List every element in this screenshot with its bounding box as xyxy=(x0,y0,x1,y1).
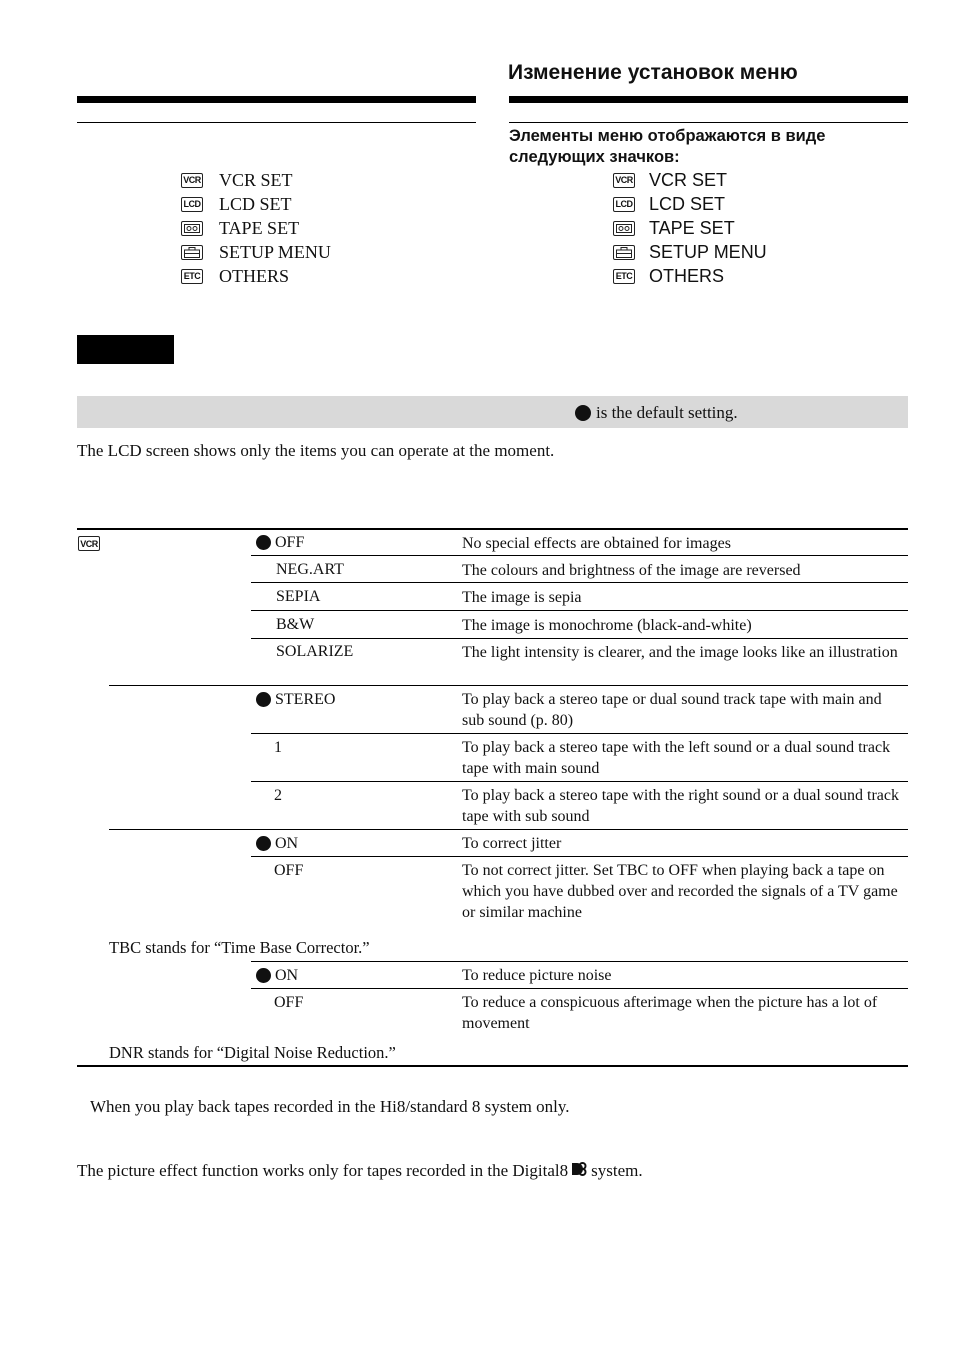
default-note-text: is the default setting. xyxy=(596,403,738,422)
setting-meaning: The image is monochrome (black-and-white) xyxy=(462,617,752,634)
setting-label: STEREO xyxy=(275,691,336,708)
intro-text-ru: Элементы меню отображаются в виде следующих значков: xyxy=(509,127,826,166)
setting-meaning: To reduce a conspicuous afterimage when the picture has a lot of movement xyxy=(462,994,878,1032)
icon-label: LCD SET xyxy=(219,193,292,214)
setting-label: 2 xyxy=(274,787,282,804)
setting-label: SEPIA xyxy=(276,588,321,605)
setting-label: 1 xyxy=(274,739,282,756)
setting-value xyxy=(256,689,335,710)
icon-row-tape xyxy=(613,216,767,240)
icon-row-lcd xyxy=(613,192,767,216)
row-divider xyxy=(251,555,908,556)
icon-label: OTHERS xyxy=(219,265,290,286)
setting-meaning: To play back a stereo tape or dual sound track tape with main and sub sound (p. 80) xyxy=(462,691,882,729)
left-thin-rule xyxy=(77,122,476,123)
row-divider xyxy=(251,781,908,782)
icon-row-etc xyxy=(613,264,767,288)
icon-row-etc xyxy=(181,264,331,288)
row-divider xyxy=(251,582,908,583)
default-setting-note xyxy=(575,403,738,423)
default-dot-icon xyxy=(256,968,271,983)
setting-label: SOLARIZE xyxy=(276,643,354,660)
setting-value xyxy=(256,965,298,986)
right-thick-rule xyxy=(509,96,908,103)
vcr-icon: VCR xyxy=(78,536,100,551)
footnote-text: The picture effect function works only for tapes recorded in the Digital8 xyxy=(77,1161,569,1180)
toolbox-icon xyxy=(613,245,635,260)
row-divider xyxy=(251,610,908,611)
icon-list-en xyxy=(181,168,331,288)
row-divider xyxy=(251,988,908,989)
setting-meaning: To not correct jitter. Set TBC to OFF when playing back a tape on which you have dubbed over and recorded the signals of a TV game or similar machine xyxy=(462,862,898,921)
setting-value xyxy=(256,833,298,854)
footnote-hi8: When you play back tapes recorded in the Hi8/standard 8 system only. xyxy=(90,1097,570,1116)
lcd-icon: LCD xyxy=(613,197,635,212)
setting-meaning: To correct jitter xyxy=(462,835,562,852)
icon-row-tape xyxy=(181,216,331,240)
icon-row-lcd xyxy=(181,192,331,216)
icon-label: OTHERS xyxy=(649,265,725,286)
icon-row-setup xyxy=(181,240,331,264)
toolbox-icon xyxy=(181,245,203,260)
tape-icon xyxy=(181,221,203,236)
setting-meaning: To play back a stereo tape with the left sound or a dual sound track tape with main sound xyxy=(462,739,891,777)
icon-row-setup xyxy=(613,240,767,264)
icon-list-ru xyxy=(613,168,767,288)
setting-label: NEG.ART xyxy=(276,561,344,578)
lcd-icon: LCD xyxy=(181,197,203,212)
icon-label: TAPE SET xyxy=(219,217,300,238)
page-title-ru: Изменение установок меню xyxy=(508,61,798,84)
icon-row-vcr xyxy=(181,168,331,192)
right-thin-rule xyxy=(509,122,908,123)
setting-label: OFF xyxy=(274,862,304,879)
setting-label: OFF xyxy=(275,534,305,551)
icon-label: VCR SET xyxy=(649,169,728,190)
etc-icon: ETC xyxy=(613,269,635,284)
tbc-note: TBC stands for “Time Base Corrector.” xyxy=(109,938,370,957)
icon-label: VCR SET xyxy=(219,169,293,190)
section-label-block xyxy=(77,335,174,364)
setting-meaning: To reduce picture noise xyxy=(462,967,612,984)
setting-label: B&W xyxy=(276,616,315,633)
default-dot-icon xyxy=(256,836,271,851)
row-divider xyxy=(251,733,908,734)
default-dot-icon xyxy=(256,535,271,550)
row-divider xyxy=(251,856,908,857)
icon-row-vcr xyxy=(613,168,767,192)
table-bottom-rule xyxy=(77,1065,908,1067)
default-dot-icon xyxy=(575,405,591,421)
row-divider xyxy=(251,638,908,639)
vcr-icon: VCR xyxy=(181,173,203,188)
setting-meaning: No special effects are obtained for images xyxy=(462,535,731,552)
vcr-icon: VCR xyxy=(613,173,635,188)
table-top-rule xyxy=(77,528,908,530)
setting-label: ON xyxy=(275,967,299,984)
icon-label: SETUP MENU xyxy=(219,241,331,262)
setting-label: OFF xyxy=(274,994,304,1011)
icon-label: TAPE SET xyxy=(649,217,735,238)
setting-meaning: The image is sepia xyxy=(462,589,582,606)
default-dot-icon xyxy=(256,692,271,707)
tape-icon xyxy=(613,221,635,236)
digital8-logo-icon xyxy=(571,1161,588,1181)
footnote-digital8 xyxy=(77,1161,643,1181)
icon-label: LCD SET xyxy=(649,193,726,214)
setting-value xyxy=(256,532,304,553)
lcd-note: The LCD screen shows only the items you can operate at the moment. xyxy=(77,441,555,460)
setting-label: ON xyxy=(275,835,299,852)
setting-meaning: The light intensity is clearer, and the image looks like an illustration xyxy=(462,644,898,661)
row-divider xyxy=(251,961,908,962)
dnr-note: DNR stands for “Digital Noise Reduction.” xyxy=(109,1043,396,1062)
setting-meaning: The colours and brightness of the image are reversed xyxy=(462,562,801,579)
icon-label: SETUP MENU xyxy=(649,241,767,262)
group-divider xyxy=(109,829,908,830)
setting-meaning: To play back a stereo tape with the right sound or a dual sound track tape with sub sound xyxy=(462,787,899,825)
group-divider xyxy=(109,685,908,686)
left-thick-rule xyxy=(77,96,476,103)
footnote-text: system. xyxy=(591,1161,643,1180)
table-header-band xyxy=(77,396,908,428)
etc-icon: ETC xyxy=(181,269,203,284)
